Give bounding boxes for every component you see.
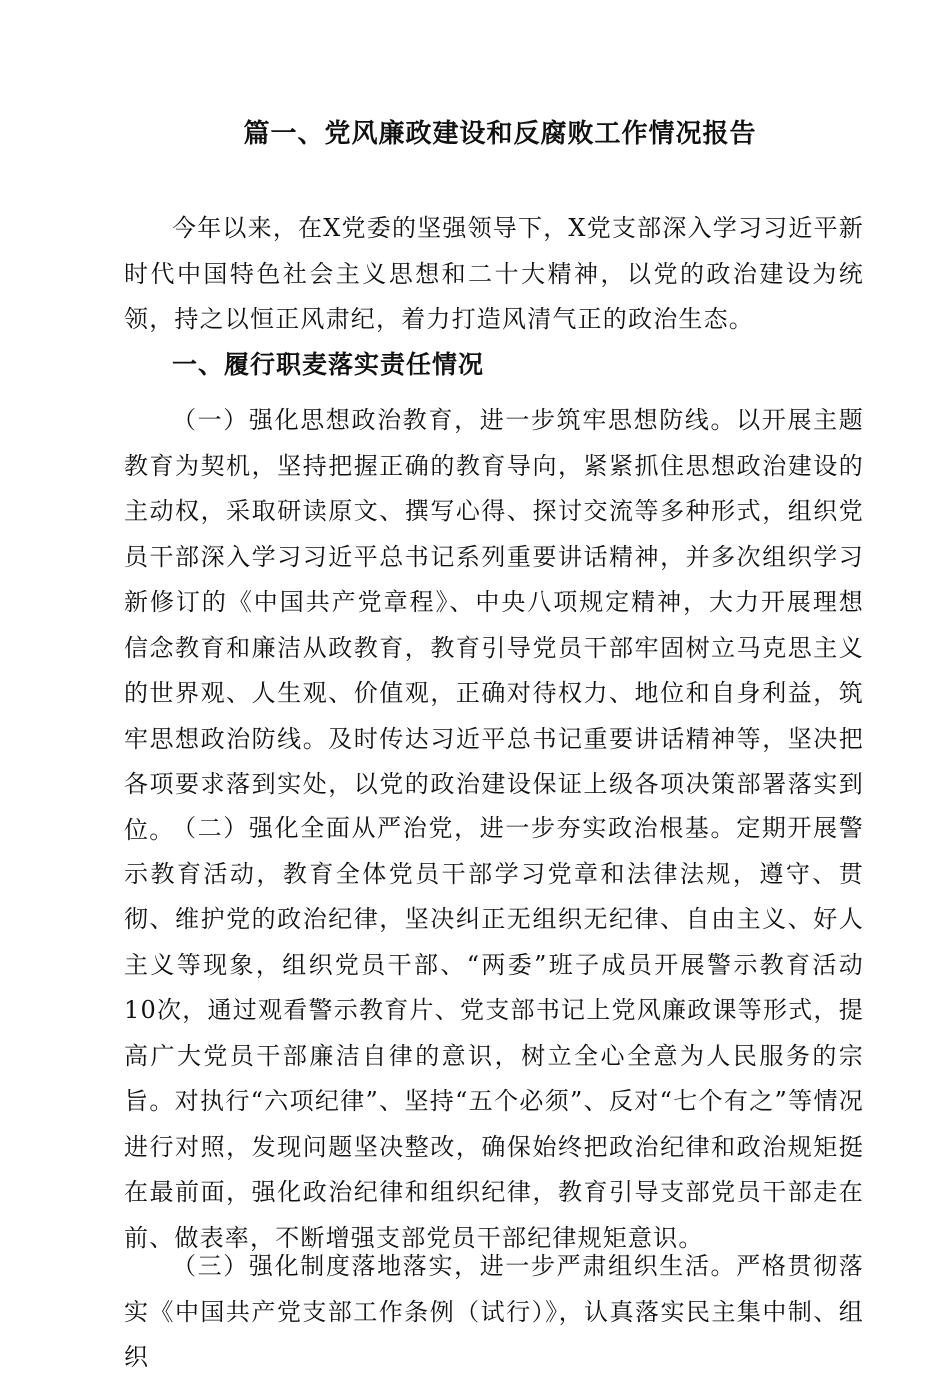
paragraph-2: （二）强化全面从严治党，进一步夯实政治根基。定期开展警示教育活动，教育全体党员干部学习党章和法律法规，遵守、贯彻、维护党的政治纪律，坚决纠正无组织无纪律、自由主义、好人主义等现象，组织党员干部、“两委”班子成员开展警示教育活动10次，通过观看警示教育片、党支部书记上党风廉政课等形式，提高广大党员干部廉洁自律的意识，树立全心全意为人民服务的宗旨。对执行“六项纪律”、坚持“五个必须”、反对“七个有之”等情况进行对照，发现问题坚决整改，确保始终把政治纪律和政治规矩挺在最前面，强化政治纪律和组织纪律，教育引导支部党员干部走在前、做表率，不断增强支部党员干部纪律规矩意识。 — [124, 814, 864, 1252]
paragraph-3: （三）强化制度落地落实，进一步严肃组织生活。严格贯彻落实《中国共产党支部工作条例（试行）》，认真落实民主集中制、组织 — [124, 1252, 864, 1371]
section-heading: 一、履行职麦落实责任情况 — [172, 350, 485, 379]
paragraph-1: （一）强化思想政治教育，进一步筑牢思想防线。以开展主题教育为契机，坚持把握正确的教育导向，紧紧抓住思想政治建设的主动权，采取研读原文、撰写心得、探讨交流等多种形式，组织党员干部深入学习习近平总书记系列重要讲话精神，并多次组织学习新修订的《中国共产党章程》、中央八项规定精神，大力开展理想信念教育和廉洁从政教育，教育引导党员干部牢固树立马克思主义的世界观、人生观、价值观，正确对待权力、地位和自身利益，筑牢思想政治防线。及时传达习近平总书记重要讲话精神等，坚决把各项要求落到实处，以党的政治建设保证上级各项决策部署落实到位。 — [124, 406, 864, 844]
document-title: 篇一、党风廉政建设和反腐败工作情况报告 — [243, 119, 757, 149]
intro-paragraph: 今年以来，在X党委的坚强领导下，X党支部深入学习习近平新时代中国特色社会主义思想和二十大精神，以党的政治建设为统领，持之以恒正风肃纪，着力打造风清气正的政治生态。 — [124, 214, 864, 333]
